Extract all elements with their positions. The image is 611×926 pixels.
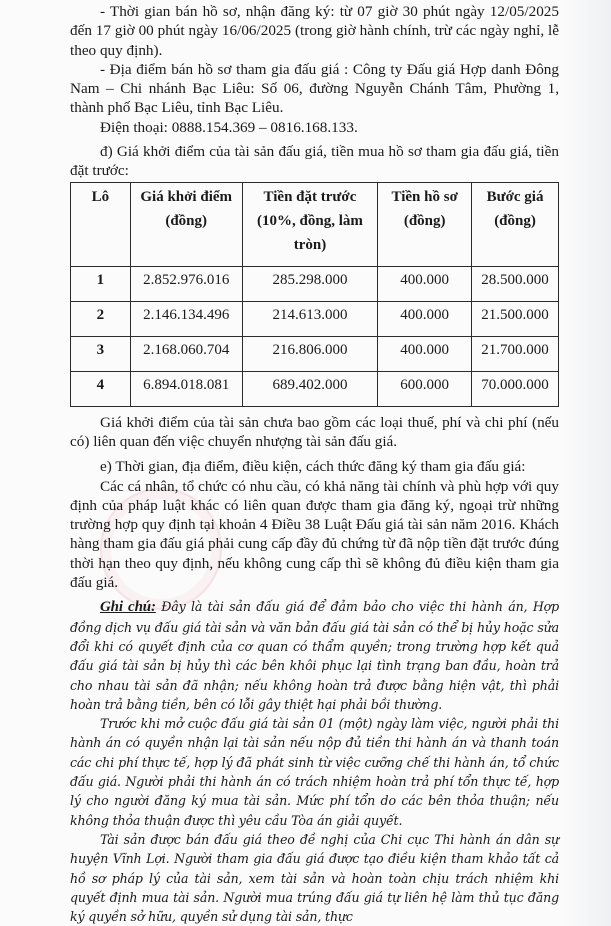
cell-lot: 2 [71,301,131,336]
header-starting-price: Giá khởi điểm (đồng) [130,182,242,266]
cell-lot: 1 [71,266,131,301]
cell-deposit: 216.806.000 [242,336,378,371]
cell-starting-price: 2.146.134.496 [130,301,242,336]
cell-lot: 3 [71,336,131,371]
cell-file-fee: 600.000 [378,371,472,406]
cell-file-fee: 400.000 [378,301,472,336]
note-paragraph-1 [70,597,559,714]
header-file-fee: Tiền hồ sơ (đồng) [378,182,472,266]
auction-lots-table [70,182,559,407]
header-bid-step: Bước giá (đồng) [472,182,559,266]
document-page [70,2,559,926]
cell-bid-step: 21.500.000 [472,301,559,336]
table-row [71,301,559,336]
note-text: Đây là tài sản đấu giá để đảm bảo cho việc thi hành án, Hợp đồng dịch vụ đấu giá tài sản và văn bản đấu giá tài sản có thể bị hủy hoặc sửa đổi khi có quyết định của cơ quan có thẩm quyền; trong trường hợp kết quả đấu giá tài sản bị hủy thì các bên khôi phục lại tình trạng ban đầu, hoàn trả cho nhau tài sản đã nhận; nếu không hoàn trả được bằng hiện vật, thì phải hoàn trả bằng tiền, bên có lỗi gây thiệt hại phải bồi thường. [70,599,559,712]
cell-lot: 4 [71,371,131,406]
cell-starting-price: 6.894.018.081 [130,371,242,406]
registration-time-paragraph: - Thời gian bán hồ sơ, nhận đăng ký: từ 07 giờ 30 phút ngày 12/05/2025 đến 17 giờ 00 phút ngày 16/06/2025 (trong giờ hành chính, trừ các ngày nghỉ, lễ theo quy định). [70,3,559,59]
table-row [71,371,559,406]
cell-file-fee: 400.000 [378,266,472,301]
cell-starting-price: 2.168.060.704 [130,336,242,371]
header-lot: Lô [71,182,131,266]
section-e-heading: e) Thời gian, địa điểm, điều kiện, cách thức đăng ký tham gia đấu giá: [100,458,526,476]
cell-bid-step: 70.000.000 [472,371,559,406]
cell-deposit: 214.613.000 [242,301,378,336]
table-row [71,336,559,371]
section-e-body: Các cá nhân, tổ chức có nhu cầu, có khả năng tài chính và phù hợp với quy định của pháp luật khác có liên quan được tham gia đăng ký, ngoại trừ những trường hợp quy định tại khoản 4 Điều 38 Luật Đấu giá tài sản năm 2016. Khách hàng tham gia đấu giá phải cung cấp đầy đủ chứng từ đã nộp tiền đặt trước đúng thời hạn theo quy định, nếu không cung cấp thì sẽ không đủ điều kiện tham gia đấu giá. [70,477,559,592]
header-deposit: Tiền đặt trước (10%, đồng, làm tròn) [242,182,378,266]
cell-bid-step: 21.700.000 [472,336,559,371]
note-label: Ghi chú: [100,599,156,616]
cell-deposit: 689.402.000 [242,371,378,406]
phone-paragraph: Điện thoại: 0888.154.369 – 0816.168.133. [100,118,358,136]
table-row [71,266,559,301]
cell-bid-step: 28.500.000 [472,266,559,301]
note-paragraph-2: Trước khi mở cuộc đấu giá tài sản 01 (một) ngày làm việc, người phải thi hành án có quyền nhận lại tài sản nếu nộp đủ tiền thi hành án và thanh toán các chi phí thực tế, hợp lý đã phát sinh từ việc cưỡng chế thi hành án, tổ chức đấu giá. Người phải thi hành án có trách nhiệm hoàn trả phí tổn thực tế, hợp lý cho người đăng ký mua tài sản. Mức phí tổn do các bên thỏa thuận; nếu không thỏa thuận được thì yêu cầu Tòa án giải quyết. [70,716,559,828]
cell-deposit: 285.298.000 [242,266,378,301]
table-header-row [71,182,559,266]
note-paragraph-3: Tài sản được bán đấu giá theo đề nghị của Chi cục Thi hành án dân sự huyện Vĩnh Lợi. Người tham gia đấu giá được tạo điều kiện tham khảo tất cả hồ sơ pháp lý của tài sản, xem tài sản và hoàn toàn chịu trách nhiệm khi quyết định mua tài sản. Người mua trúng đấu giá tự liên hệ làm thủ tục đăng ký quyền sở hữu, quyền sử dụng tài sản, thực [70,831,559,925]
cell-file-fee: 400.000 [378,336,472,371]
section-d-heading: đ) Giá khởi điểm của tài sản đấu giá, tiền mua hồ sơ tham gia đấu giá, tiền đặt trước: [70,143,559,180]
cell-starting-price: 2.852.976.016 [130,266,242,301]
price-note-paragraph: Giá khởi điểm của tài sản chưa bao gồm các loại thuế, phí và chi phí (nếu có) liên quan đến việc chuyển nhượng tài sản đấu giá. [70,413,559,450]
registration-location-paragraph: - Địa điểm bán hồ sơ tham gia đấu giá : Công ty Đấu giá Hợp danh Đông Nam – Chi nhánh Bạc Liêu: Số 06, đường Nguyễn Chánh Tâm, Phường 1, thành phố Bạc Liêu, tỉnh Bạc Liêu. [70,60,559,117]
